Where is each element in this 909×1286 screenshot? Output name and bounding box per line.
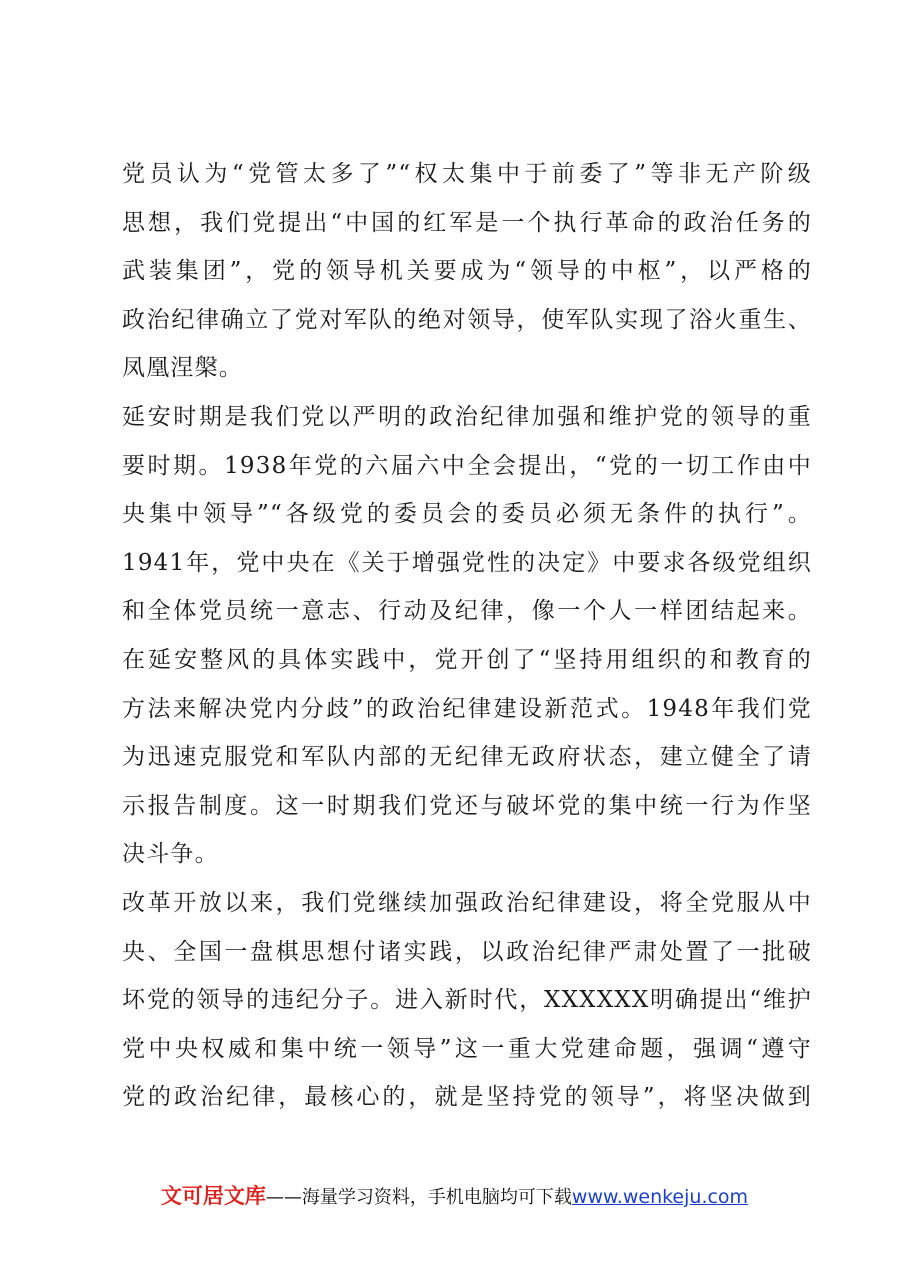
text-line: 改革开放以来，我们党继续加强政治纪律建设，将全党服从中 [122, 889, 812, 916]
page-footer [0, 1180, 909, 1210]
footer-brand-logo: 文可居文库 [160, 1184, 266, 1208]
text-line: 武装集团”，党的领导机关要成为“领导的中枢”，以严格的 [122, 258, 812, 285]
text-line: 凤凰涅槃。 [122, 355, 243, 382]
text-line: 央集中领导”“各级党的委员会的委员必须无条件的执行”。 [122, 501, 812, 528]
text-line: 和全体党员统一意志、行动及纪律，像一个人一样团结起来。 [122, 598, 812, 625]
text-line: 在延安整风的具体实践中，党开创了“坚持用组织的和教育的 [122, 646, 812, 673]
document-body [122, 150, 812, 1122]
text-line: 党的政治纪律，最核心的，就是坚持党的领导”，将坚决做到 [122, 1084, 812, 1111]
text-line: 坏党的领导的违纪分子。进入新时代，XXXXXX明确提出“维护 [122, 987, 812, 1014]
text-line: 1941年，党中央在《关于增强党性的决定》中要求各级党组织 [122, 549, 812, 576]
text-line: 方法来解决党内分歧”的政治纪律建设新范式。1948年我们党 [122, 695, 812, 722]
text-line: 决斗争。 [122, 841, 219, 868]
footer-website-link[interactable]: www.wenkeju.com [571, 1186, 749, 1208]
text-line: 央、全国一盘棋思想付诸实践，以政治纪律严肃处置了一批破 [122, 938, 812, 965]
text-line: 为迅速克服党和军队内部的无纪律无政府状态，建立健全了请 [122, 744, 812, 771]
text-line: 延安时期是我们党以严明的政治纪律加强和维护党的领导的重 [122, 403, 812, 430]
text-line: 要时期。1938年党的六届六中全会提出，“党的一切工作由中 [122, 452, 812, 479]
text-line: 示报告制度。这一时期我们党还与破坏党的集中统一行为作坚 [122, 792, 812, 819]
text-line: 党员认为“党管太多了”“权太集中于前委了”等非无产阶级 [122, 161, 812, 187]
text-line: 党中央权威和集中统一领导”这一重大党建命题，强调“遵守 [122, 1035, 812, 1062]
text-line: 思想，我们党提出“中国的红军是一个执行革命的政治任务的 [122, 209, 812, 236]
text-line: 政治纪律确立了党对军队的绝对领导，使军队实现了浴火重生、 [122, 306, 812, 333]
footer-tagline: ——海量学习资料，手机电脑均可下载 [265, 1187, 572, 1208]
